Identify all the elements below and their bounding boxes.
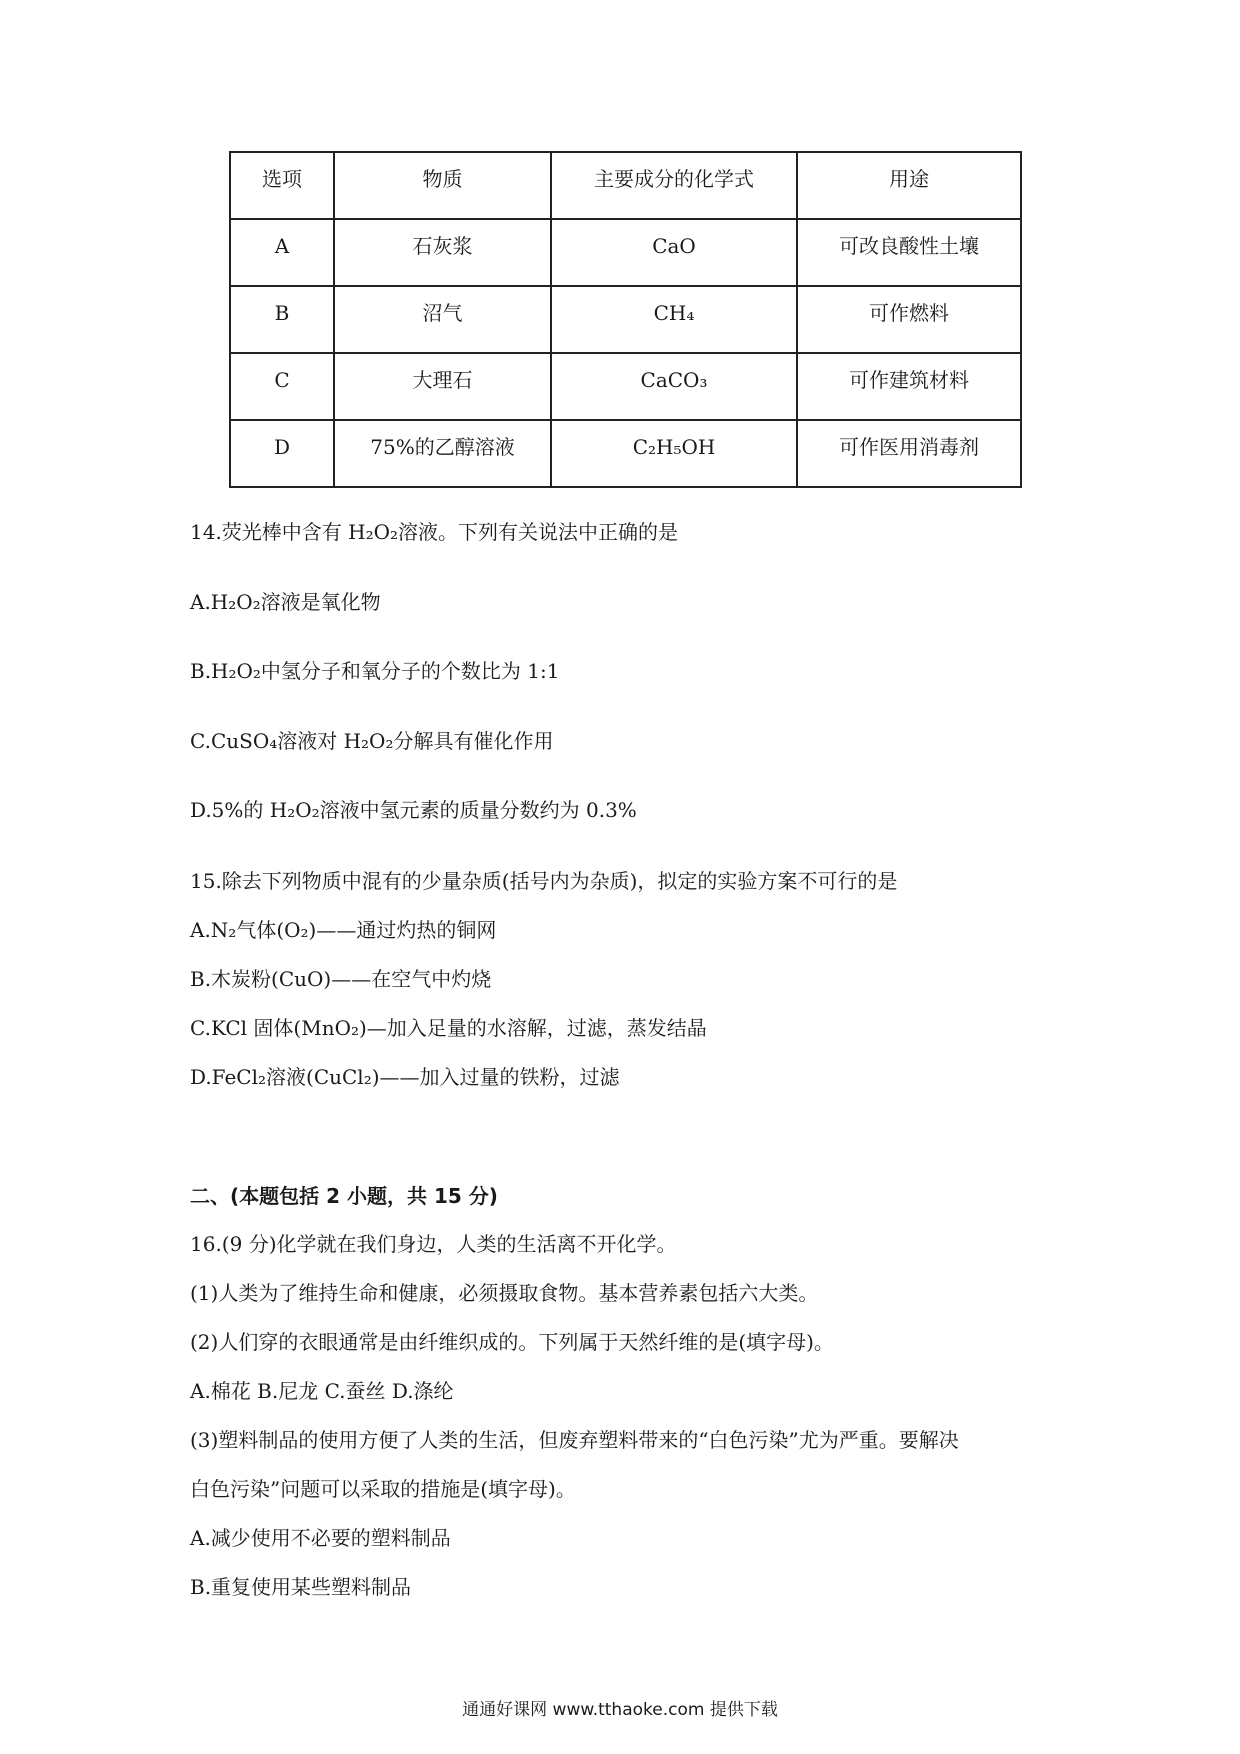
table-cell: 可作医用消毒剂 (797, 420, 1021, 487)
table-cell: B (230, 286, 334, 353)
question-16-part-1: (1)人类为了维持生命和健康，必须摄取食物。基本营养素包括六大类。 (190, 1281, 819, 1305)
question-15-option-b: B.木炭粉(CuO)——在空气中灼烧 (190, 967, 492, 991)
question-16-part-3-option-a: A.减少使用不必要的塑料制品 (190, 1526, 451, 1550)
table-cell: 可作燃料 (797, 286, 1021, 353)
question-14-stem: 14.荧光棒中含有 H₂O₂溶液。下列有关说法中正确的是 (190, 520, 679, 544)
question-15-stem: 15.除去下列物质中混有的少量杂质(括号内为杂质)，拟定的实验方案不可行的是 (190, 869, 898, 893)
question-14-option-b: B.H₂O₂中氢分子和氧分子的个数比为 1:1 (190, 659, 560, 683)
question-15-option-d: D.FeCl₂溶液(CuCl₂)——加入过量的铁粉，过滤 (190, 1065, 620, 1089)
table-cell: 75%的乙醇溶液 (334, 420, 551, 487)
question-14-option-d: D.5%的 H₂O₂溶液中氢元素的质量分数约为 0.3% (190, 798, 637, 822)
question-16-part-3-line-1: (3)塑料制品的使用方便了人类的生活，但废弃塑料带来的“白色污染”尤为严重。要解决 (190, 1428, 959, 1452)
question-14-option-a: A.H₂O₂溶液是氧化物 (190, 590, 381, 614)
question-16-part-3-line-2: 白色污染”问题可以采取的措施是(填字母)。 (190, 1477, 576, 1501)
table-cell: 石灰浆 (334, 219, 551, 286)
table-row (230, 353, 1021, 420)
question-14-option-c: C.CuSO₄溶液对 H₂O₂分解具有催化作用 (190, 729, 554, 753)
table-cell: A (230, 219, 334, 286)
table-header-cell: 选项 (230, 152, 334, 219)
table-cell: CaO (551, 219, 797, 286)
table-header-cell: 物质 (334, 152, 551, 219)
table-row (230, 420, 1021, 487)
table-cell: CaCO₃ (551, 353, 797, 420)
table-header-cell: 主要成分的化学式 (551, 152, 797, 219)
table-header-row (230, 152, 1021, 219)
question-15-option-a: A.N₂气体(O₂)——通过灼热的铜网 (190, 918, 497, 942)
page-footer: 通通好课网 www.tthaoke.com 提供下载 (462, 1700, 778, 1720)
question-15-option-c: C.KCl 固体(MnO₂)—加入足量的水溶解，过滤，蒸发结晶 (190, 1016, 707, 1040)
table-cell: 可作建筑材料 (797, 353, 1021, 420)
table-cell: 沼气 (334, 286, 551, 353)
table-cell: CH₄ (551, 286, 797, 353)
section-2-heading: 二、(本题包括 2 小题，共 15 分) (190, 1184, 498, 1208)
question-16-part-2-options: A.棉花 B.尼龙 C.蚕丝 D.涤纶 (190, 1379, 454, 1403)
table-cell: 大理石 (334, 353, 551, 420)
table-header-cell: 用途 (797, 152, 1021, 219)
table-row (230, 219, 1021, 286)
table-row (230, 286, 1021, 353)
question-16-stem: 16.(9 分)化学就在我们身边，人类的生活离不开化学。 (190, 1232, 677, 1256)
options-table (229, 151, 1022, 488)
table-cell: 可改良酸性土壤 (797, 219, 1021, 286)
question-16-part-3-option-b: B.重复使用某些塑料制品 (190, 1575, 412, 1599)
table-cell: C₂H₅OH (551, 420, 797, 487)
table-cell: D (230, 420, 334, 487)
question-16-part-2: (2)人们穿的衣眼通常是由纤维织成的。下列属于天然纤维的是(填字母)。 (190, 1330, 834, 1354)
table-cell: C (230, 353, 334, 420)
